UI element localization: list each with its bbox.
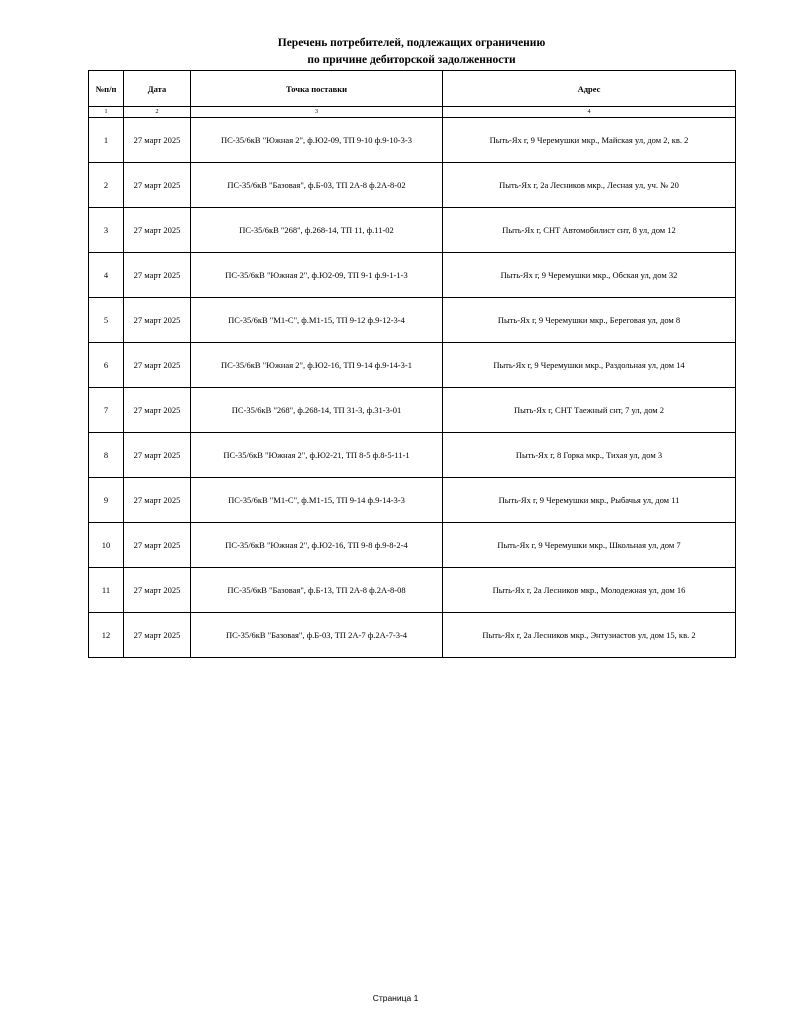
column-number: 3 [191, 107, 443, 118]
address-cell: Пыть-Ях г, СНТ Таежный снт, 7 ул, дом 2 [443, 388, 736, 433]
date-cell: 27 март 2025 [124, 343, 191, 388]
supply-point-cell: ПС-35/6кВ "Южная 2", ф.Ю2-09, ТП 9-10 ф.9-10-3-3 [191, 118, 443, 163]
document-subtitle: по причине дебиторской задолженности [307, 54, 516, 66]
table-row [89, 613, 736, 658]
supply-point-cell: ПС-35/6кВ "Южная 2", ф.Ю2-16, ТП 9-8 ф.9-8-2-4 [191, 523, 443, 568]
supply-point-cell: ПС-35/6кВ "Базовая", ф.Б-03, ТП 2А-7 ф.2А-7-3-4 [191, 613, 443, 658]
address-cell: Пыть-Ях г, 9 Черемушки мкр., Обская ул, дом 32 [443, 253, 736, 298]
address-cell: Пыть-Ях г, 9 Черемушки мкр., Береговая ул, дом 8 [443, 298, 736, 343]
address-cell: Пыть-Ях г, 9 Черемушки мкр., Раздольная ул, дом 14 [443, 343, 736, 388]
row-number-cell: 6 [89, 343, 124, 388]
row-number-cell: 9 [89, 478, 124, 523]
column-number: 4 [443, 107, 736, 118]
table-row [89, 253, 736, 298]
supply-point-cell: ПС-35/6кВ "Южная 2", ф.Ю2-16, ТП 9-14 ф.9-14-3-1 [191, 343, 443, 388]
date-cell: 27 март 2025 [124, 163, 191, 208]
supply-point-cell: ПС-35/6кВ "Южная 2", ф.Ю2-09, ТП 9-1 ф.9-1-1-3 [191, 253, 443, 298]
table-row [89, 433, 736, 478]
address-cell: Пыть-Ях г, 2а Лесников мкр., Лесная ул, уч. № 20 [443, 163, 736, 208]
row-number-cell: 7 [89, 388, 124, 433]
table-row [89, 478, 736, 523]
table-row [89, 208, 736, 253]
supply-point-cell: ПС-35/6кВ "Базовая", ф.Б-03, ТП 2А-8 ф.2А-8-02 [191, 163, 443, 208]
table-row [89, 568, 736, 613]
address-cell: Пыть-Ях г, 2а Лесников мкр., Энтузиастов ул, дом 15, кв. 2 [443, 613, 736, 658]
page-footer: Страница 1 [372, 993, 419, 1003]
supply-point-cell: ПС-35/6кВ "М1-С", ф.М1-15, ТП 9-12 ф.9-12-3-4 [191, 298, 443, 343]
table-row [89, 388, 736, 433]
date-cell: 27 март 2025 [124, 298, 191, 343]
date-cell: 27 март 2025 [124, 388, 191, 433]
supply-point-cell: ПС-35/6кВ "268", ф.268-14, ТП 11, ф.11-02 [191, 208, 443, 253]
supply-point-cell: ПС-35/6кВ "268", ф.268-14, ТП 31-3, ф.31-3-01 [191, 388, 443, 433]
row-number-cell: 10 [89, 523, 124, 568]
row-number-cell: 4 [89, 253, 124, 298]
row-number-cell: 1 [89, 118, 124, 163]
address-cell: Пыть-Ях г, 2а Лесников мкр., Молодежная ул, дом 16 [443, 568, 736, 613]
row-number-cell: 3 [89, 208, 124, 253]
supply-point-cell: ПС-35/6кВ "Базовая", ф.Б-13, ТП 2А-8 ф.2А-8-08 [191, 568, 443, 613]
header-supply-point: Точка поставки [191, 71, 443, 107]
date-cell: 27 март 2025 [124, 433, 191, 478]
date-cell: 27 март 2025 [124, 208, 191, 253]
address-cell: Пыть-Ях г, 8 Горка мкр., Тихая ул, дом 3 [443, 433, 736, 478]
address-cell: Пыть-Ях г, СНТ Автомобилист снт, 8 ул, дом 12 [443, 208, 736, 253]
date-cell: 27 март 2025 [124, 118, 191, 163]
row-number-cell: 5 [89, 298, 124, 343]
table-row [89, 118, 736, 163]
date-cell: 27 март 2025 [124, 568, 191, 613]
date-cell: 27 март 2025 [124, 523, 191, 568]
column-number: 1 [89, 107, 124, 118]
table-row [89, 523, 736, 568]
row-number-cell: 8 [89, 433, 124, 478]
header-address: Адрес [443, 71, 736, 107]
row-number-cell: 12 [89, 613, 124, 658]
date-cell: 27 март 2025 [124, 613, 191, 658]
consumers-table [88, 70, 736, 658]
row-number-cell: 2 [89, 163, 124, 208]
header-row [89, 71, 736, 107]
address-cell: Пыть-Ях г, 9 Черемушки мкр., Майская ул, дом 2, кв. 2 [443, 118, 736, 163]
header-date: Дата [124, 71, 191, 107]
column-number: 2 [124, 107, 191, 118]
table-row [89, 163, 736, 208]
address-cell: Пыть-Ях г, 9 Черемушки мкр., Рыбачья ул, дом 11 [443, 478, 736, 523]
supply-point-cell: ПС-35/6кВ "М1-С", ф.М1-15, ТП 9-14 ф.9-14-3-3 [191, 478, 443, 523]
column-numbers-row [89, 107, 736, 118]
table-row [89, 343, 736, 388]
date-cell: 27 март 2025 [124, 253, 191, 298]
supply-point-cell: ПС-35/6кВ "Южная 2", ф.Ю2-21, ТП 8-5 ф.8-5-11-1 [191, 433, 443, 478]
header-number: №п/п [89, 71, 124, 107]
table-body [89, 118, 736, 658]
document-title: Перечень потребителей, подлежащих ограничению [277, 37, 546, 49]
table-row [89, 298, 736, 343]
row-number-cell: 11 [89, 568, 124, 613]
address-cell: Пыть-Ях г, 9 Черемушки мкр., Школьная ул, дом 7 [443, 523, 736, 568]
date-cell: 27 март 2025 [124, 478, 191, 523]
